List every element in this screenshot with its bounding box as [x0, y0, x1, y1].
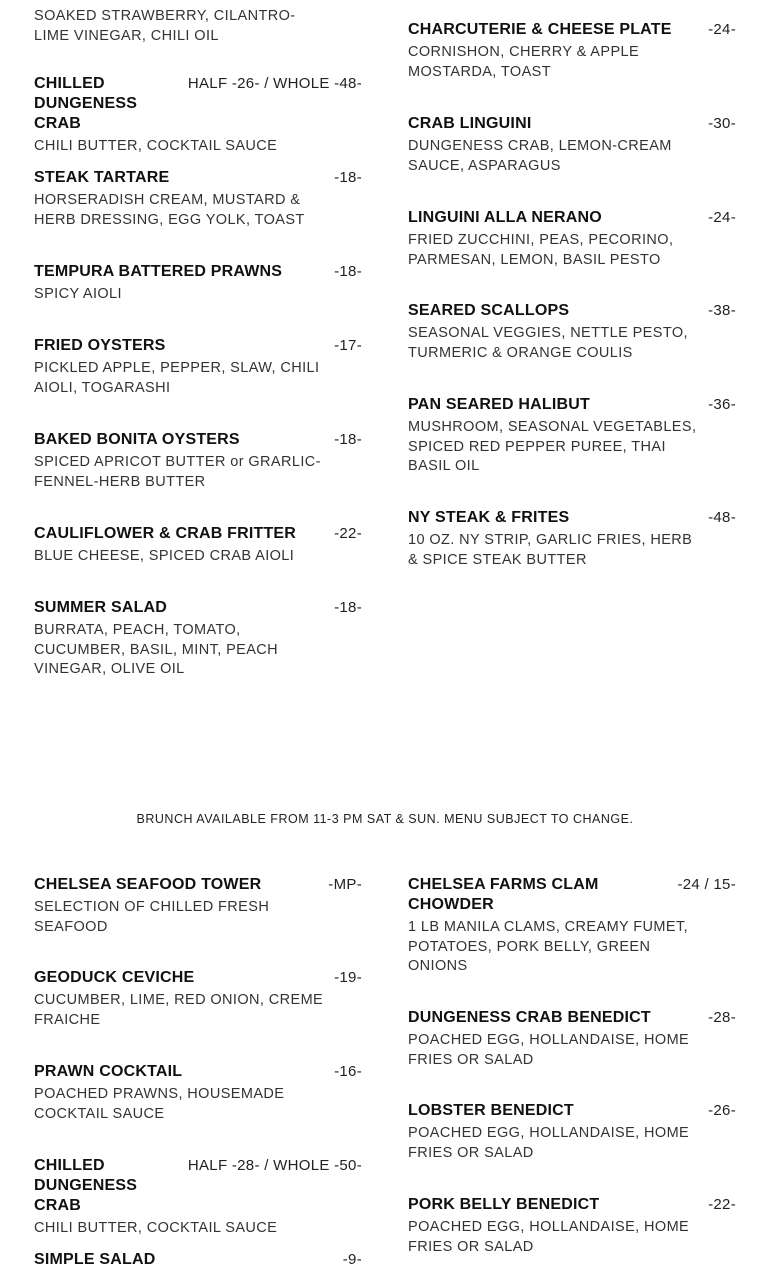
menu-item-name: SEARED SCALLOPS	[408, 302, 570, 319]
menu-item	[34, 262, 362, 305]
menu-item-description: MUSHROOM, SEASONAL VEGETABLES, SPICED RED PEPPER PUREE, THAI BASIL OIL	[408, 419, 697, 475]
menu-item-header	[34, 968, 362, 988]
menu-item-price: -24-	[708, 209, 736, 226]
menu-item	[408, 395, 736, 477]
menu-item-price: -26-	[708, 1102, 736, 1119]
menu-item-description: CUCUMBER, LIME, RED ONION, CREME FRAICHE	[34, 992, 324, 1028]
menu-item	[34, 430, 362, 492]
menu-item	[34, 1250, 362, 1270]
menu-item-name: SIMPLE SALAD	[34, 1251, 156, 1268]
menu-item-price: -18-	[334, 263, 362, 280]
menu-item-price: -9-	[342, 1251, 362, 1268]
menu-item-header	[34, 1156, 362, 1216]
menu-item	[34, 524, 362, 567]
menu-item-header	[408, 20, 736, 40]
menu-item-price: -18-	[334, 599, 362, 616]
menu-item-description: POACHED EGG, HOLLANDAISE, HOME FRIES OR SALAD	[408, 1219, 690, 1255]
menu-item-header	[34, 74, 362, 134]
menu-item-name: PORK BELLY BENEDICT	[408, 1196, 600, 1213]
menu-item-price: -22-	[708, 1196, 736, 1213]
menu-item-description: SELECTION OF CHILLED FRESH SEAFOOD	[34, 899, 270, 935]
menu-item-price: -24-	[708, 21, 736, 38]
menu-item-name: TEMPURA BATTERED PRAWNS	[34, 263, 283, 280]
menu-item-header	[34, 524, 362, 544]
menu-item-name: LOBSTER BENEDICT	[408, 1102, 574, 1119]
menu-item	[408, 20, 736, 82]
menu-item-header	[34, 1250, 362, 1270]
menu-item	[34, 1156, 362, 1239]
menu-item-price: -16-	[334, 1063, 362, 1080]
menu-item-price: -18-	[334, 431, 362, 448]
menu-item-price: -36-	[708, 396, 736, 413]
menu-item-header	[408, 114, 736, 134]
menu-item	[34, 598, 362, 680]
menu-item-header	[408, 1195, 736, 1215]
menu-item	[408, 114, 736, 176]
menu-item-name: GEODUCK CEVICHE	[34, 969, 195, 986]
menu-item	[408, 875, 736, 977]
menu-item-description: CHILI BUTTER, COCKTAIL SAUCE	[34, 138, 278, 154]
menu-item-description: SOAKED STRAWBERRY, CILANTRO-LIME VINEGAR, CHILI OIL	[34, 8, 296, 44]
menu-item-name: CHELSEA FARMS CLAM CHOWDER	[408, 876, 599, 913]
menu-item	[34, 875, 362, 937]
menu-item-description: 1 LB MANILA CLAMS, CREAMY FUMET, POTATOES, PORK BELLY, GREEN ONIONS	[408, 919, 689, 975]
menu-item	[408, 508, 736, 570]
menu-item	[34, 968, 362, 1030]
menu-item-description: HORSERADISH CREAM, MUSTARD & HERB DRESSING, EGG YOLK, TOAST	[34, 192, 305, 228]
menu-item-price: -22-	[334, 525, 362, 542]
menu-item-description: CORNISHON, CHERRY & APPLE MOSTARDA, TOAST	[408, 44, 640, 80]
menu-item-name: STEAK TARTARE	[34, 169, 170, 186]
menu-item-header	[34, 1062, 362, 1082]
menu-item-header	[34, 598, 362, 618]
menu-item-price: -17-	[334, 337, 362, 354]
menu-item-description: SPICED APRICOT BUTTER or GRARLIC-FENNEL-HERB BUTTER	[34, 454, 321, 490]
menu-item-name: CHILLED DUNGENESS CRAB	[34, 75, 138, 132]
menu-item-header	[408, 508, 736, 528]
menu-item-header	[408, 875, 736, 915]
menu-item-price: -19-	[334, 969, 362, 986]
menu-item-name: PAN SEARED HALIBUT	[408, 396, 590, 413]
menu-item-description: PICKLED APPLE, PEPPER, SLAW, CHILI AIOLI, TOGARASHI	[34, 360, 320, 396]
menu-item-header	[408, 301, 736, 321]
menu-item-name: CAULIFLOWER & CRAB FRITTER	[34, 525, 297, 542]
menu-item-header	[408, 208, 736, 228]
menu-item-name: DUNGENESS CRAB BENEDICT	[408, 1009, 651, 1026]
menu-item-description: SPICY AIOLI	[34, 286, 122, 302]
menu-item-description: 10 OZ. NY STRIP, GARLIC FRIES, HERB & SPICE STEAK BUTTER	[408, 532, 693, 568]
menu-item	[34, 4, 362, 46]
menu-item-header	[34, 336, 362, 356]
menu-item-price: -18-	[334, 169, 362, 186]
menu-item-name: CHELSEA SEAFOOD TOWER	[34, 876, 262, 893]
menu-item-header	[408, 1008, 736, 1028]
brunch-note: BRUNCH AVAILABLE FROM 11-3 PM SAT & SUN. MENU SUBJECT TO CHANGE.	[136, 812, 634, 826]
menu-item	[408, 1008, 736, 1070]
menu-item-price: -24 / 15-	[677, 876, 736, 893]
menu-item-price: HALF -28- / WHOLE -50-	[187, 1157, 362, 1174]
menu-item	[408, 1101, 736, 1163]
menu-item-name: SUMMER SALAD	[34, 599, 168, 616]
menu-item	[34, 168, 362, 230]
menu-item-price: -28-	[708, 1009, 736, 1026]
menu-item-header	[34, 875, 362, 895]
menu-item-header	[34, 430, 362, 450]
menu-item-name: CHILLED DUNGENESS CRAB	[34, 1157, 138, 1214]
menu-item-name: PRAWN COCKTAIL	[34, 1063, 183, 1080]
menu-item-description: DUNGENESS CRAB, LEMON-CREAM SAUCE, ASPARAGUS	[408, 138, 672, 174]
menu-item-description: BLUE CHEESE, SPICED CRAB AIOLI	[34, 548, 295, 564]
menu-item-price: -48-	[708, 509, 736, 526]
menu-item-header	[34, 168, 362, 188]
menu-item-name: LINGUINI ALLA NERANO	[408, 209, 602, 226]
menu-item-header	[34, 262, 362, 282]
menu-item	[408, 301, 736, 363]
menu-item	[34, 74, 362, 157]
menu-item	[408, 208, 736, 270]
menu-item-name: NY STEAK & FRITES	[408, 509, 570, 526]
menu-item-price: -38-	[708, 302, 736, 319]
menu-item	[34, 336, 362, 398]
menu-item	[408, 1195, 736, 1257]
menu-item-name: FRIED OYSTERS	[34, 337, 166, 354]
menu-item-price: -MP-	[328, 876, 362, 893]
menu-item-price: HALF -26- / WHOLE -48-	[187, 75, 362, 92]
menu-item-description: CHILI BUTTER, COCKTAIL SAUCE	[34, 1220, 278, 1236]
menu-item	[34, 1062, 362, 1124]
menu-item-description: POACHED EGG, HOLLANDAISE, HOME FRIES OR SALAD	[408, 1032, 690, 1068]
menu-item-header	[408, 1101, 736, 1121]
menu-item-name: CHARCUTERIE & CHEESE PLATE	[408, 21, 672, 38]
menu-item-price: -30-	[708, 115, 736, 132]
menu-item-description: POACHED PRAWNS, HOUSEMADE COCKTAIL SAUCE	[34, 1086, 285, 1122]
menu-item-description: POACHED EGG, HOLLANDAISE, HOME FRIES OR SALAD	[408, 1125, 690, 1161]
menu-item-description: FRIED ZUCCHINI, PEAS, PECORINO, PARMESAN, LEMON, BASIL PESTO	[408, 232, 674, 268]
menu-item-description: SEASONAL VEGGIES, NETTLE PESTO, TURMERIC & ORANGE COULIS	[408, 325, 688, 361]
menu-item-name: CRAB LINGUINI	[408, 115, 532, 132]
menu-item-name: BAKED BONITA OYSTERS	[34, 431, 240, 448]
menu-item-header	[408, 395, 736, 415]
menu-item-description: BURRATA, PEACH, TOMATO, CUCUMBER, BASIL, MINT, PEACH VINEGAR, OLIVE OIL	[34, 622, 279, 678]
